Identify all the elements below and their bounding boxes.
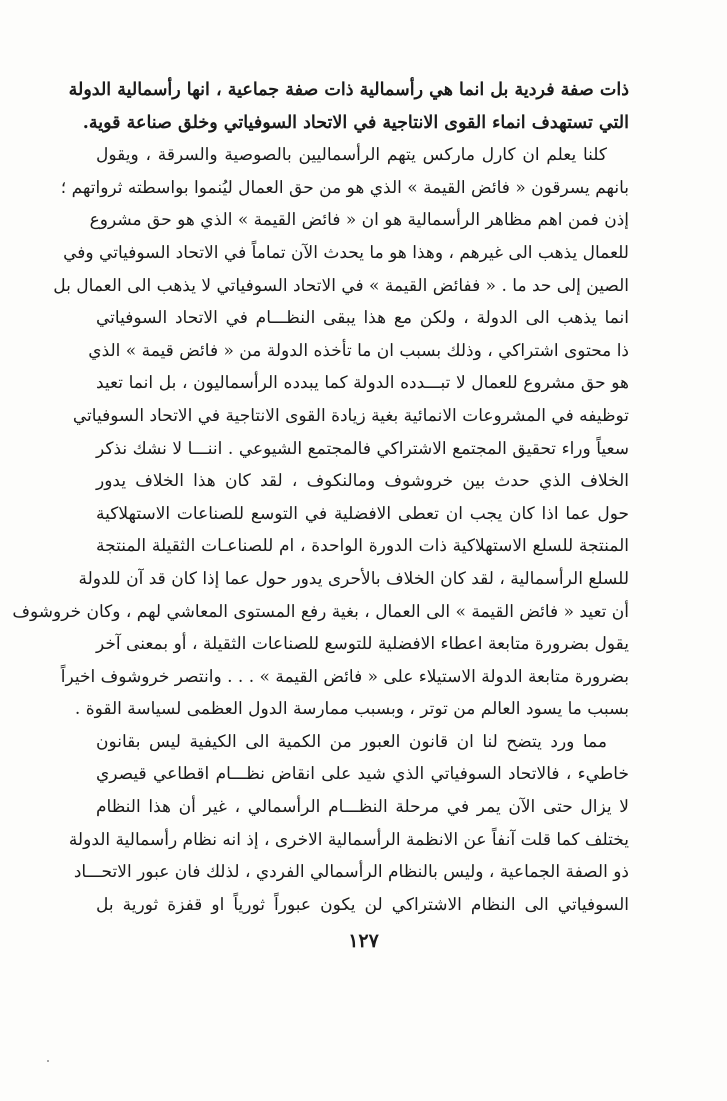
scan-speck [47, 1060, 49, 1062]
text-line: بسبب ما يسود العالم من توتر ، وبسبب ممارسة الدول العظمى لسياسة القوة . [74, 699, 629, 720]
text-line: يختلف كما قلت آنفاً عن الانظمة الرأسمالية الاخرى ، إذ انه نظام رأسمالية الدولة [68, 829, 629, 850]
text-line: ذو الصفة الجماعية ، وليس بالنظام الرأسمالي الفردي ، لذلك فان عبور الاتحـــاد [73, 862, 629, 883]
text-line: ذات صفة فردية بل انما هي رأسمالية ذات صفة جماعية ، انها رأسمالية الدولة [68, 80, 629, 100]
text-line: انما يذهب الى الدولة ، ولكن مع هذا يبقى النظـــام في الاتحاد السوفياتي [96, 308, 629, 329]
text-line: الصين إلى حد ما . « ففائض القيمة » في الاتحاد السوفياتي لا يذهب الى العمال بل [53, 275, 629, 296]
text-line: السوفياتي الى النظام الاشتراكي لن يكون عبوراً ثورياً او قفزة ثورية بل [96, 894, 629, 915]
body-text [12, 74, 629, 921]
text-line: المنتجة للسلع الاستهلاكية ذات الدورة الواحدة ، ام للصناعـات الثقيلة المنتجة [96, 536, 629, 557]
text-line: بانهم يسرقون « فائض القيمة » الذي هو من حق العمال ليُنموا بواسطته ثرواتهم ؛ [60, 177, 629, 198]
text-line: كلنا يعلم ان كارل ماركس يتهم الرأسماليين بالصوصية والسرقة ، ويقول [96, 145, 607, 166]
text-line: حول عما اذا كان يجب ان تعطى الافضلية في التوسع للصناعات الاستهلاكية [96, 503, 629, 524]
text-line: الخلاف الذي حدث بين خروشوف ومالنكوف ، لقد كان هذا الخلاف يدور [96, 471, 629, 492]
text-line: خاطيء ، فالاتحاد السوفياتي الذي شيد على انقاض نظـــام اقطاعي قيصري [96, 764, 629, 785]
text-line: ذا محتوى اشتراكي ، وذلك بسبب ان ما تأخذه الدولة من « فائض قيمة » الذي [88, 340, 629, 361]
text-line: يقول بضرورة متابعة اعطاء الافضلية للتوسع للصناعات الثقيلة ، أو بمعنى آخر [96, 634, 629, 655]
text-line: التي تستهدف انماء القوى الانتاجية في الاتحاد السوفياتي وخلق صناعة قوية. [82, 112, 629, 133]
text-line: إذن فمن اهم مظاهر الرأسمالية هو ان « فائض القيمة » الذي هو حق مشروع [89, 210, 629, 231]
text-line: للسلع الرأسمالية ، لقد كان الخلاف بالأحرى يدور حول عما إذا كان قد آن للدولة [78, 568, 629, 589]
text-line: أن تعيد « فائض القيمة » الى العمال ، بغية رفع المستوى المعاشي لهم ، وكان خروشوف [12, 601, 629, 622]
text-line: توظيفه في المشروعات الانمائية بغية زيادة القوى الانتاجية في الاتحاد السوفياتي [72, 405, 629, 426]
text-line: سعياً وراء تحقيق المجتمع الاشتراكي فالمجتمع الشيوعي . اننـــا لا نشك نذكر [96, 438, 629, 459]
page-number: ١٢٧ [348, 930, 379, 952]
text-line: هو حق مشروع للعمال لا تبـــدده الدولة كما يبدده الرأسماليون ، بل انما تعيد [96, 373, 629, 394]
text-line: مما ورد يتضح لنا ان قانون العبور من الكمية الى الكيفية ليس بقانون [96, 731, 607, 752]
text-line: للعمال يذهب الى غيرهم ، وهذا هو ما يحدث الآن تماماً في الاتحاد السوفياتي وفي [63, 242, 629, 263]
text-line: لا يزال حتى الآن يمر في مرحلة النظـــام الرأسمالي ، غير أن هذا النظام [96, 797, 629, 818]
text-line: بضرورة متابعة الدولة الاستيلاء على « فائض القيمة » . . . وانتصر خروشوف اخيراً [60, 666, 629, 687]
